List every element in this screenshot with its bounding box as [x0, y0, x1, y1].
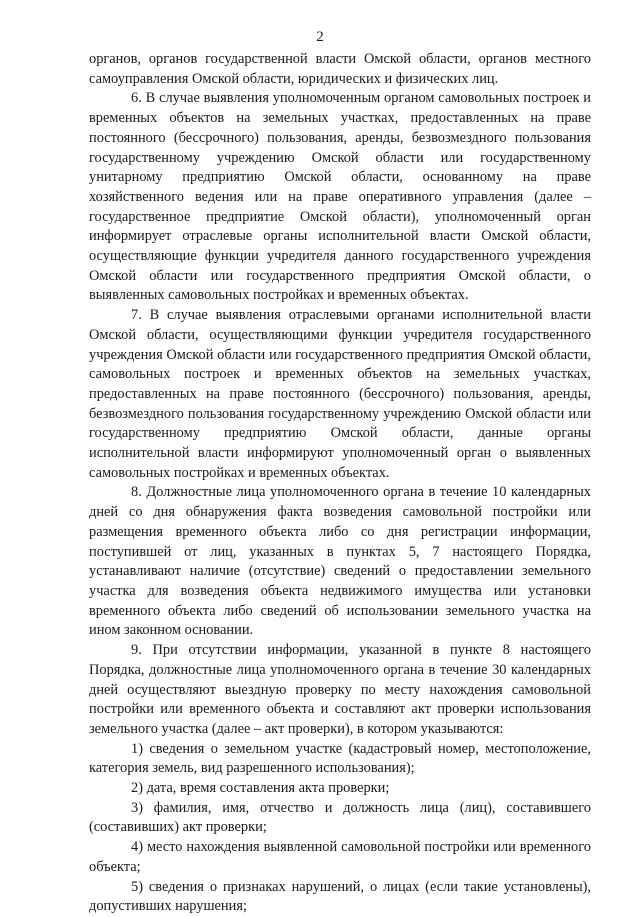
list-item-2: 2) дата, время составления акта проверки; [131, 780, 390, 797]
paragraph-item-8: 8. Должностные лица уполномоченного органа в течение 10 календарных дней со дня обнаружения факта возведения самовольной постройки или размещения временного объекта либо со дня регистрации информации, поступившей от лиц, указанных в пунктах 5, 7 настоящего Порядка, устанавливают наличие (отсутствие) сведений о предоставлении земельного участка для возведения объекта недвижимого имущества или установки временного объекта либо сведений об использовании земельного участка на ином законном основании. [89, 484, 591, 639]
list-item-4: 4) место нахождения выявленной самовольной постройки или временного объекта; [89, 839, 591, 875]
list-item-5: 5) сведения о признаках нарушений, о лицах (если такие установлены), допустивших нарушения; [89, 878, 591, 915]
paragraph-item-9: 9. При отсутствии информации, указанной в пункте 8 настоящего Порядка, должностные лица уполномоченного органа в течение 30 календарных дней осуществляют выездную проверку по месту нахождения самовольной постройки или временного объекта и составляют акт проверки использования земельного участка (далее – акт проверки), в котором указываются: [89, 642, 591, 737]
list-item-3: 3) фамилия, имя, отчество и должность лица (лиц), составившего (составивших) акт проверки; [89, 799, 591, 836]
paragraph-item-6: 6. В случае выявления уполномоченным органом самовольных построек и временных объектов на земельных участках, предоставленных на праве постоянного (бессрочного) пользования, аренды, безвозмездного пользования государственному учреждению Омской области или государственному унитарному предприятию Омской области, основанному на праве хозяйственного ведения или на праве оперативного управления (далее – государственное предприятие Омской области), уполномоченный орган информирует отраслевые органы исполнительной власти Омской области, осуществляющие функции учредителя данного государственного учреждения Омской области или государственного предприятия Омской области, о выявленных самовольных постройках и временных объектах. [89, 90, 591, 304]
document-body [89, 50, 591, 917]
paragraph-continuation: органов, органов государственной власти Омской области, органов местного самоуправления Омской области, юридических и физических лиц. [89, 51, 591, 87]
paragraph-item-7: 7. В случае выявления отраслевыми органами исполнительной власти Омской области, осуществляющими функции учредителя государственного учреждения Омской области или государственного предприятия Омской области, самовольных построек и временных объектов на земельных участках, предоставленных на праве постоянного (бессрочного) пользования, аренды, безвозмездного пользования государственному учреждению Омской области или государственному предприятию Омской области, данные органы исполнительной власти информируют уполномоченный орган о выявленных самовольных постройках и временных объектах. [89, 307, 591, 481]
list-item-1: 1) сведения о земельном участке (кадастровый номер, местоположение, категория земель, вид разрешенного использования); [89, 740, 591, 777]
page-number: 2 [316, 29, 324, 45]
